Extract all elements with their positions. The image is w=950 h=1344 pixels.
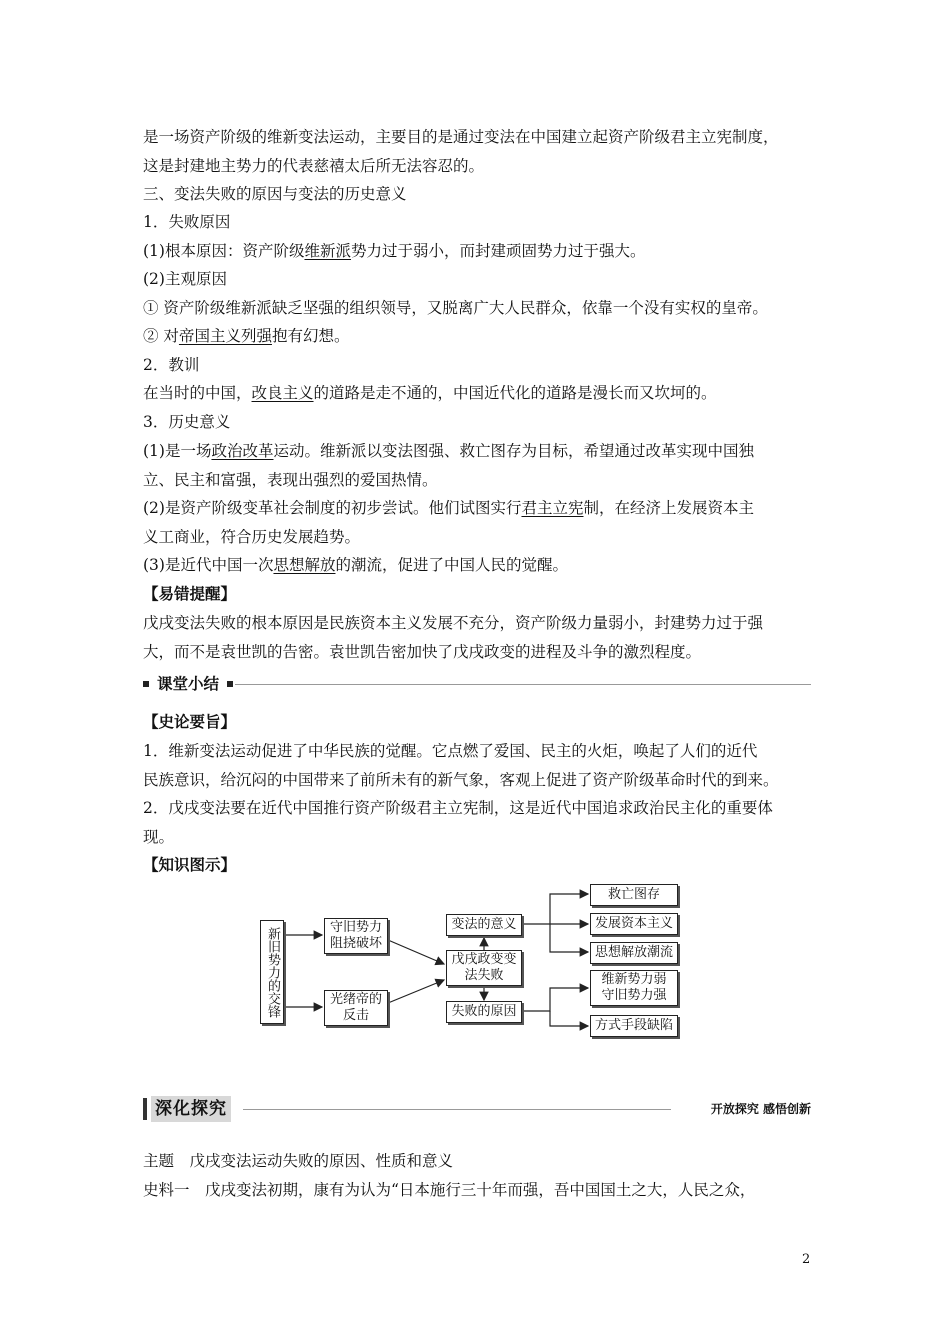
diagram-node-emperor: 光绪帝的反击 [324, 990, 388, 1026]
arrow [550, 1011, 588, 1026]
section-heading: 三、变法失败的原因与变法的历史意义 [143, 185, 407, 203]
arrow [550, 924, 588, 952]
text-segment: (1)根本原因：资产阶级 [143, 242, 305, 260]
underlined-term: 改良主义 [251, 384, 314, 402]
subheading: 1．失败原因 [143, 213, 231, 231]
text-segment: 势力过于弱小，而封建顽固势力过于强大。 [350, 242, 646, 260]
section-summary-title: 课堂小结 [157, 675, 220, 693]
diagram-node-right: 发展资本主义 [590, 913, 678, 935]
arrow [388, 940, 444, 964]
text-line: 是一场资产阶级的维新变法运动，主要目的是通过变法在中国建立起资产阶级君主立宪制度， [143, 128, 779, 146]
text-line: 立、民主和富强，表现出强烈的爱国热情。 [143, 471, 438, 489]
arrow [522, 894, 588, 924]
subheading: 2．教训 [143, 356, 200, 374]
underlined-term: 政治改革 [211, 442, 274, 460]
text-line: 1．维新变法运动促进了中华民族的觉醒。它点燃了爱国、民主的火炬，唤起了人们的近代 [143, 742, 758, 760]
text-segment: 在当时的中国， [143, 384, 252, 402]
diagram-node-right: 维新势力弱守旧势力强 [590, 970, 678, 1006]
text-line: 义工商业，符合历史发展趋势。 [143, 528, 361, 546]
text-segment: (2)是资产阶级变革社会制度的初步尝试。他们试图实行 [143, 499, 522, 517]
text-line: 戊戌变法失败的根本原因是民族资本主义发展不充分，资产阶级力量弱小，封建势力过于强 [143, 614, 764, 632]
tip-heading: 【易错提醒】 [143, 584, 237, 603]
text-line: 现。 [143, 828, 175, 846]
diagram-node-meaning: 变法的意义 [446, 914, 522, 936]
text-line: 史料一 戊戌变法初期，康有为认为“日本施行三十年而强，吾中国国土之大，人民之众， [143, 1181, 756, 1199]
underlined-term: 帝国主义列强 [178, 327, 272, 345]
text-line: 2．戊戌变法要在近代中国推行资产阶级君主立宪制，这是近代中国追求政治民主化的重要体 [143, 799, 773, 817]
divider [243, 1109, 671, 1110]
text-line: 民族意识，给沉闷的中国带来了前所未有的新气象，客观上促进了资产阶级革命时代的到来。 [143, 771, 779, 789]
subheading: 3．历史意义 [143, 413, 231, 431]
section-deep-tag: 开放探究 感悟创新 [710, 1102, 811, 1116]
diagram-node-center: 戊戌政变变法失败 [446, 950, 522, 986]
diagram-node-right: 思想解放潮流 [590, 942, 678, 964]
text-segment: (3)是近代中国一次 [143, 556, 274, 574]
arrow [522, 988, 588, 1011]
text-segment: ② 对 [143, 327, 179, 345]
text-segment: 的潮流，促进了中国人民的觉醒。 [335, 556, 568, 574]
diagram-node-failure: 失败的原因 [446, 1001, 522, 1023]
diagram-node-conservative: 守旧势力阻挠破坏 [324, 918, 388, 954]
topic-line: 主题 戊戌变法运动失败的原因、性质和意义 [143, 1152, 454, 1170]
text-segment: 制，在经济上发展资本主 [583, 499, 754, 517]
arrow [388, 980, 444, 1003]
text-segment: 的道路是走不通的，中国近代化的道路是漫长而又坎坷的。 [313, 384, 717, 402]
section-deep-title: 深化探究 [151, 1096, 231, 1122]
diagram-node-right: 救亡图存 [590, 884, 678, 906]
section-marker [143, 1098, 147, 1120]
diagram-node-label: 新旧势力的交锋 [265, 926, 280, 1018]
text-segment: 抱有幻想。 [271, 327, 350, 345]
summary-heading: 【史论要旨】 [143, 712, 237, 731]
page-number: 2 [802, 1252, 811, 1267]
diagram-node-right: 方式手段缺陷 [590, 1015, 678, 1037]
underlined-term: 君主立宪 [521, 499, 584, 517]
section-deep-bar [143, 1096, 811, 1122]
text-line: (2)主观原因 [143, 270, 227, 288]
text-line: 这是封建地主势力的代表慈禧太后所无法容忍的。 [143, 157, 485, 175]
diagram-node-left [260, 920, 284, 1024]
underlined-term: 维新派 [304, 242, 351, 260]
text-segment: (1)是一场 [143, 442, 212, 460]
text-segment: 运动。维新派以变法图强、救亡图存为目标，希望通过改革实现中国独 [273, 442, 754, 460]
text-line: 大，而不是袁世凯的告密。袁世凯告密加快了戊戌政变的进程及斗争的激烈程度。 [143, 643, 702, 661]
text-line: ① 资产阶级维新派缺乏坚强的组织领导，又脱离广大人民群众，依靠一个没有实权的皇帝。 [143, 299, 768, 317]
diagram-heading: 【知识图示】 [143, 855, 237, 874]
underlined-term: 思想解放 [273, 556, 336, 574]
